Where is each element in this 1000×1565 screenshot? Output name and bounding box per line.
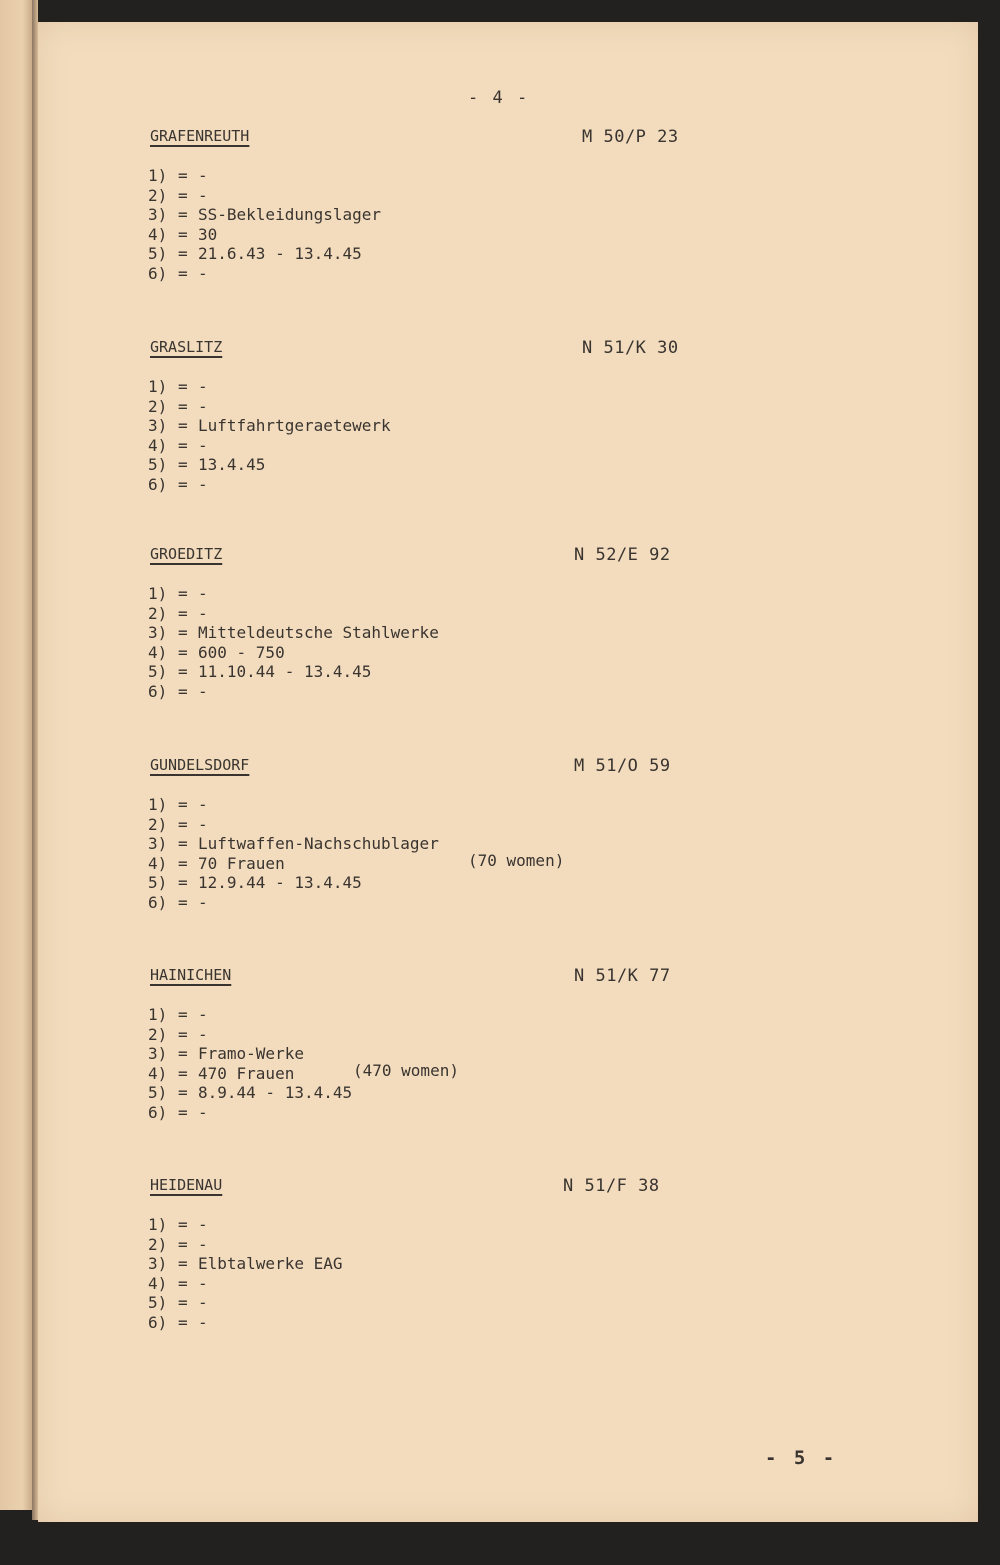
entry-line: 3) = Mitteldeutsche Stahlwerke	[148, 623, 439, 643]
map-reference: N 51/K 30	[582, 338, 679, 358]
entry-line: 5) = 12.9.44 - 13.4.45	[148, 873, 362, 893]
entry-line: 3) = Luftwaffen-Nachschublager	[148, 834, 439, 854]
camp-entry	[148, 966, 708, 1123]
entry-line: 1) = -	[148, 584, 208, 603]
entry-line: 1) = -	[148, 166, 208, 185]
map-reference: N 51/F 38	[563, 1176, 660, 1196]
entry-line: 6) = -	[148, 263, 208, 283]
place-name: GRASLITZ	[150, 338, 223, 356]
entry-line: 4) = -	[148, 1273, 208, 1293]
entry-line: 4) = 30	[148, 224, 218, 244]
translation-note: (470 women)	[353, 1061, 459, 1080]
entry-lines	[148, 166, 708, 284]
entry-line: 1) = -	[148, 377, 208, 396]
camp-entry	[148, 545, 708, 702]
entry-line: 3) = Elbtalwerke EAG	[148, 1254, 343, 1274]
entry-line: 2) = -	[148, 603, 208, 623]
entry-line: 1) = -	[148, 795, 208, 814]
entry-lines	[148, 377, 708, 495]
entry-lines	[148, 1215, 708, 1333]
entry-line: 5) = 21.6.43 - 13.4.45	[148, 244, 362, 264]
entry-line: 4) = 70 Frauen	[148, 853, 285, 873]
entry-line: 2) = -	[148, 1234, 208, 1254]
entry-line: 6) = -	[148, 1102, 208, 1122]
entry-line: 2) = -	[148, 396, 208, 416]
entry-line: 6) = -	[148, 474, 208, 494]
place-name: HAINICHEN	[150, 966, 232, 984]
entry-line: 6) = -	[148, 892, 208, 912]
entry-line: 5) = 8.9.44 - 13.4.45	[148, 1083, 353, 1103]
map-reference: M 50/P 23	[582, 127, 679, 147]
entry-line: 1) = -	[148, 1215, 208, 1234]
entry-line: 6) = -	[148, 681, 208, 701]
entry-line: 4) = 600 - 750	[148, 642, 285, 662]
facing-page-edge	[0, 0, 32, 1510]
camp-entry	[148, 1176, 708, 1333]
entry-line: 4) = -	[148, 435, 208, 455]
entry-line: 2) = -	[148, 185, 208, 205]
translation-note: (70 women)	[468, 851, 565, 870]
entry-line: 3) = Framo-Werke	[148, 1044, 304, 1064]
place-name: HEIDENAU	[150, 1176, 223, 1194]
entry-line: 1) = -	[148, 1005, 208, 1024]
entry-lines	[148, 795, 708, 913]
entry-line: 5) = -	[148, 1293, 208, 1313]
entry-lines	[148, 584, 708, 702]
entry-line: 5) = 13.4.45	[148, 455, 266, 475]
map-reference: N 51/K 77	[574, 966, 671, 986]
place-name: GROEDITZ	[150, 545, 223, 563]
map-reference: M 51/O 59	[574, 756, 671, 776]
entry-line: 3) = Luftfahrtgeraetewerk	[148, 416, 391, 436]
camp-entry	[148, 756, 708, 913]
camp-entry	[148, 338, 708, 495]
entry-line: 2) = -	[148, 1024, 208, 1044]
map-reference: N 52/E 92	[574, 545, 671, 565]
page-number-top: - 4 -	[468, 88, 530, 108]
page-number-bottom: - 5 -	[765, 1447, 838, 1469]
entry-line: 6) = -	[148, 1312, 208, 1332]
entry-line: 4) = 470 Frauen	[148, 1063, 295, 1083]
entry-line: 5) = 11.10.44 - 13.4.45	[148, 662, 372, 682]
place-name: GUNDELSDORF	[150, 756, 250, 774]
entry-line: 3) = SS-Bekleidungslager	[148, 205, 382, 225]
entry-line: 2) = -	[148, 814, 208, 834]
place-name: GRAFENREUTH	[150, 127, 250, 145]
camp-entry	[148, 127, 708, 284]
